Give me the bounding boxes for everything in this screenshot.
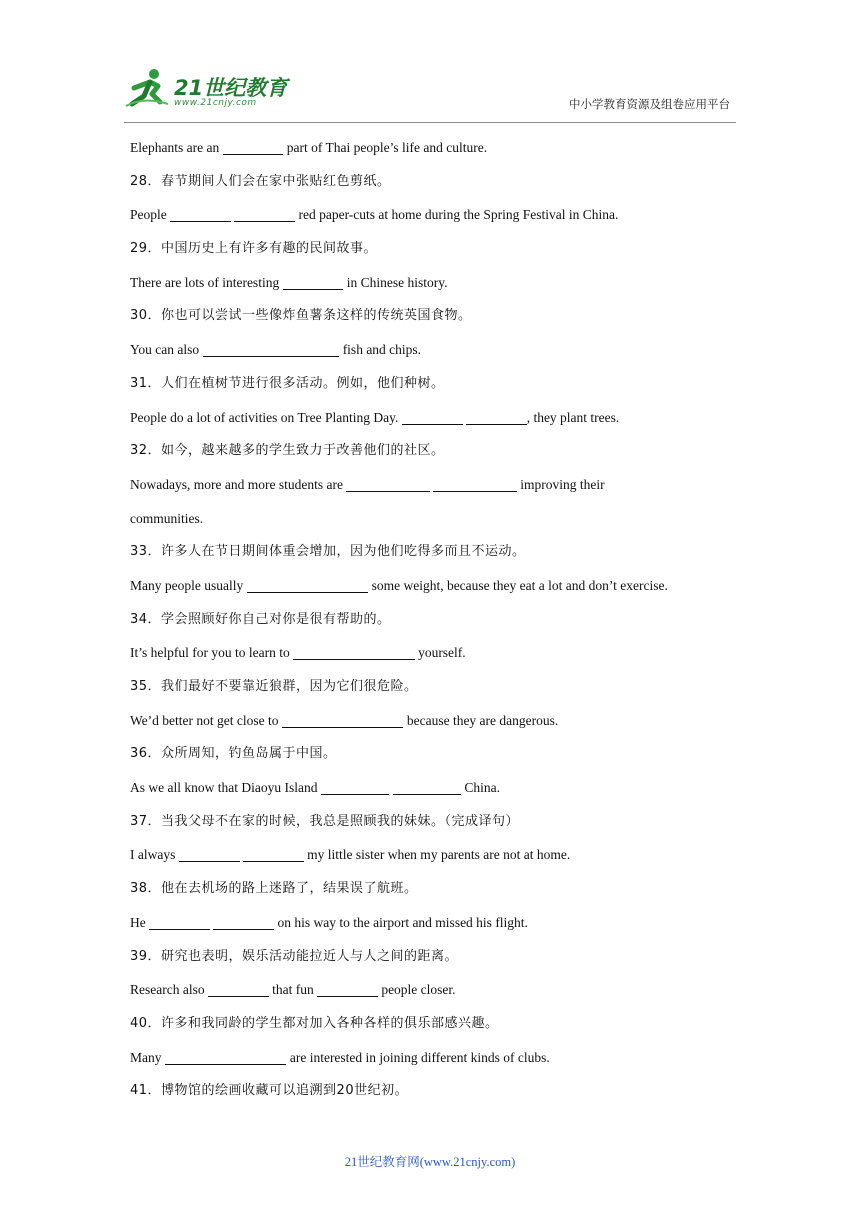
answer-blank[interactable]	[433, 475, 517, 492]
answer-blank[interactable]	[402, 408, 463, 425]
line-text: Many	[130, 1049, 165, 1065]
answer-sentence	[130, 468, 742, 502]
line-text: People	[130, 207, 171, 223]
answer-blank[interactable]	[223, 138, 284, 155]
answer-sentence	[130, 636, 742, 670]
page-header	[0, 0, 860, 128]
answer-blank[interactable]	[234, 205, 295, 222]
question-prompt	[130, 805, 742, 839]
answer-blank[interactable]	[179, 845, 240, 862]
question-prompt	[130, 603, 742, 637]
answer-blank[interactable]	[293, 643, 415, 660]
line-text: improving their	[516, 476, 605, 492]
answer-sentence	[130, 401, 742, 435]
question-prompt	[130, 737, 742, 771]
line-text: He	[130, 914, 150, 930]
line-text: 36．众所周知，钓鱼岛属于中国。	[130, 746, 337, 762]
line-text: are interested in joining different kinds of clubs.	[286, 1049, 550, 1065]
line-text: It’s helpful for you to learn to	[130, 645, 294, 661]
line-text: red paper-cuts at home during the Spring Festival in China.	[295, 207, 619, 223]
line-text: 37．当我父母不在家的时候，我总是照顾我的妹妹。（完成译句）	[130, 813, 520, 829]
logo-url: www.21cnjy.com	[174, 98, 257, 108]
line-text: because they are dangerous.	[403, 712, 559, 728]
question-prompt	[130, 165, 742, 199]
answer-blank[interactable]	[149, 913, 210, 930]
line-text: 35．我们最好不要靠近狼群，因为它们很危险。	[130, 679, 418, 694]
question-prompt	[130, 232, 742, 266]
line-text: 32．如今，越来越多的学生致力于改善他们的社区。	[130, 443, 445, 459]
line-text: 29．中国历史上有许多有趣的民间故事。	[130, 241, 378, 257]
answer-sentence	[130, 502, 742, 536]
answer-blank[interactable]	[247, 576, 369, 593]
line-text: 34．学会照顾好你自己对你是很有帮助的。	[130, 611, 391, 627]
question-prompt	[130, 367, 742, 401]
question-prompt	[130, 1007, 742, 1041]
header-divider	[124, 122, 736, 123]
line-text: There are lots of interesting	[130, 274, 283, 290]
line-text: in Chinese history.	[343, 274, 448, 290]
line-text: I always	[130, 847, 179, 863]
line-text: 39．研究也表明，娱乐活动能拉近人与人之间的距离。	[130, 948, 459, 964]
line-text: 41．博物馆的绘画收藏可以追溯到20世纪初。	[130, 1083, 409, 1099]
answer-blank[interactable]	[393, 778, 461, 795]
line-text: that fun	[268, 982, 318, 998]
site-logo[interactable]	[124, 66, 294, 116]
answer-sentence	[130, 333, 742, 367]
line-text: some weight, because they eat a lot and don’t exercise.	[368, 577, 668, 593]
answer-blank[interactable]	[213, 913, 274, 930]
line-text: 31．人们在植树节进行很多活动。例如，他们种树。	[130, 375, 445, 391]
line-text: part of Thai people’s life and culture.	[283, 140, 488, 155]
answer-blank[interactable]	[466, 408, 527, 425]
runner-logo-icon	[124, 66, 172, 112]
question-prompt	[130, 872, 742, 906]
line-text: 38．他在去机场的路上迷路了，结果误了航班。	[130, 881, 418, 897]
site-tagline: 中小学教育资源及组卷应用平台	[569, 97, 730, 111]
exercise-content	[130, 131, 742, 1108]
question-prompt	[130, 535, 742, 569]
answer-sentence	[130, 1041, 742, 1075]
answer-blank[interactable]	[208, 980, 269, 997]
line-text: 33．许多人在节日期间体重会增加，因为他们吃得多而且不运动。	[130, 544, 526, 560]
answer-blank[interactable]	[346, 475, 430, 492]
line-text: 30．你也可以尝试一些像炸鱼薯条这样的传统英国食物。	[130, 308, 472, 324]
line-text: 40．许多和我同龄的学生都对加入各种各样的俱乐部感兴趣。	[130, 1015, 499, 1031]
line-text: People do a lot of activities on Tree Planting Day.	[130, 409, 402, 425]
line-text: China.	[461, 780, 500, 796]
line-text: my little sister when my parents are not at home.	[303, 847, 571, 863]
answer-sentence	[130, 906, 742, 940]
answer-blank[interactable]	[170, 205, 231, 222]
answer-sentence	[130, 131, 742, 165]
answer-sentence	[130, 973, 742, 1007]
line-text: people closer.	[377, 982, 456, 998]
answer-sentence	[130, 569, 742, 603]
line-text: You can also	[130, 342, 203, 358]
question-prompt	[130, 434, 742, 468]
answer-blank[interactable]	[203, 340, 340, 357]
line-text: Many people usually	[130, 577, 247, 593]
line-text: 28．春节期间人们会在家中张贴红色剪纸。	[130, 173, 391, 189]
question-prompt	[130, 940, 742, 974]
answer-blank[interactable]	[165, 1048, 287, 1065]
answer-sentence	[130, 198, 742, 232]
answer-sentence	[130, 704, 742, 738]
page-footer[interactable]: 21世纪教育网(www.21cnjy.com)	[344, 1155, 516, 1169]
answer-sentence	[130, 771, 742, 805]
line-text: As we all know that Diaoyu Island	[130, 780, 321, 796]
question-prompt	[130, 670, 742, 704]
answer-sentence	[130, 838, 742, 872]
answer-blank[interactable]	[321, 778, 389, 795]
line-text: We’d better not get close to	[130, 712, 282, 728]
line-text: fish and chips.	[339, 342, 422, 358]
line-text: Nowadays, more and more students are	[130, 476, 347, 492]
line-text: , they plant trees.	[526, 409, 620, 425]
answer-blank[interactable]	[317, 980, 378, 997]
line-text: yourself.	[414, 645, 466, 661]
answer-blank[interactable]	[283, 273, 344, 290]
line-text: on his way to the airport and missed his flight.	[274, 914, 528, 930]
line-text: communities.	[130, 510, 204, 526]
answer-sentence	[130, 266, 742, 300]
logo-text: 21世纪教育	[174, 76, 288, 100]
question-prompt	[130, 1074, 742, 1108]
answer-blank[interactable]	[243, 845, 304, 862]
line-text: Research also	[130, 982, 208, 998]
line-text: Elephants are an	[130, 140, 223, 155]
question-prompt	[130, 299, 742, 333]
answer-blank[interactable]	[282, 711, 404, 728]
